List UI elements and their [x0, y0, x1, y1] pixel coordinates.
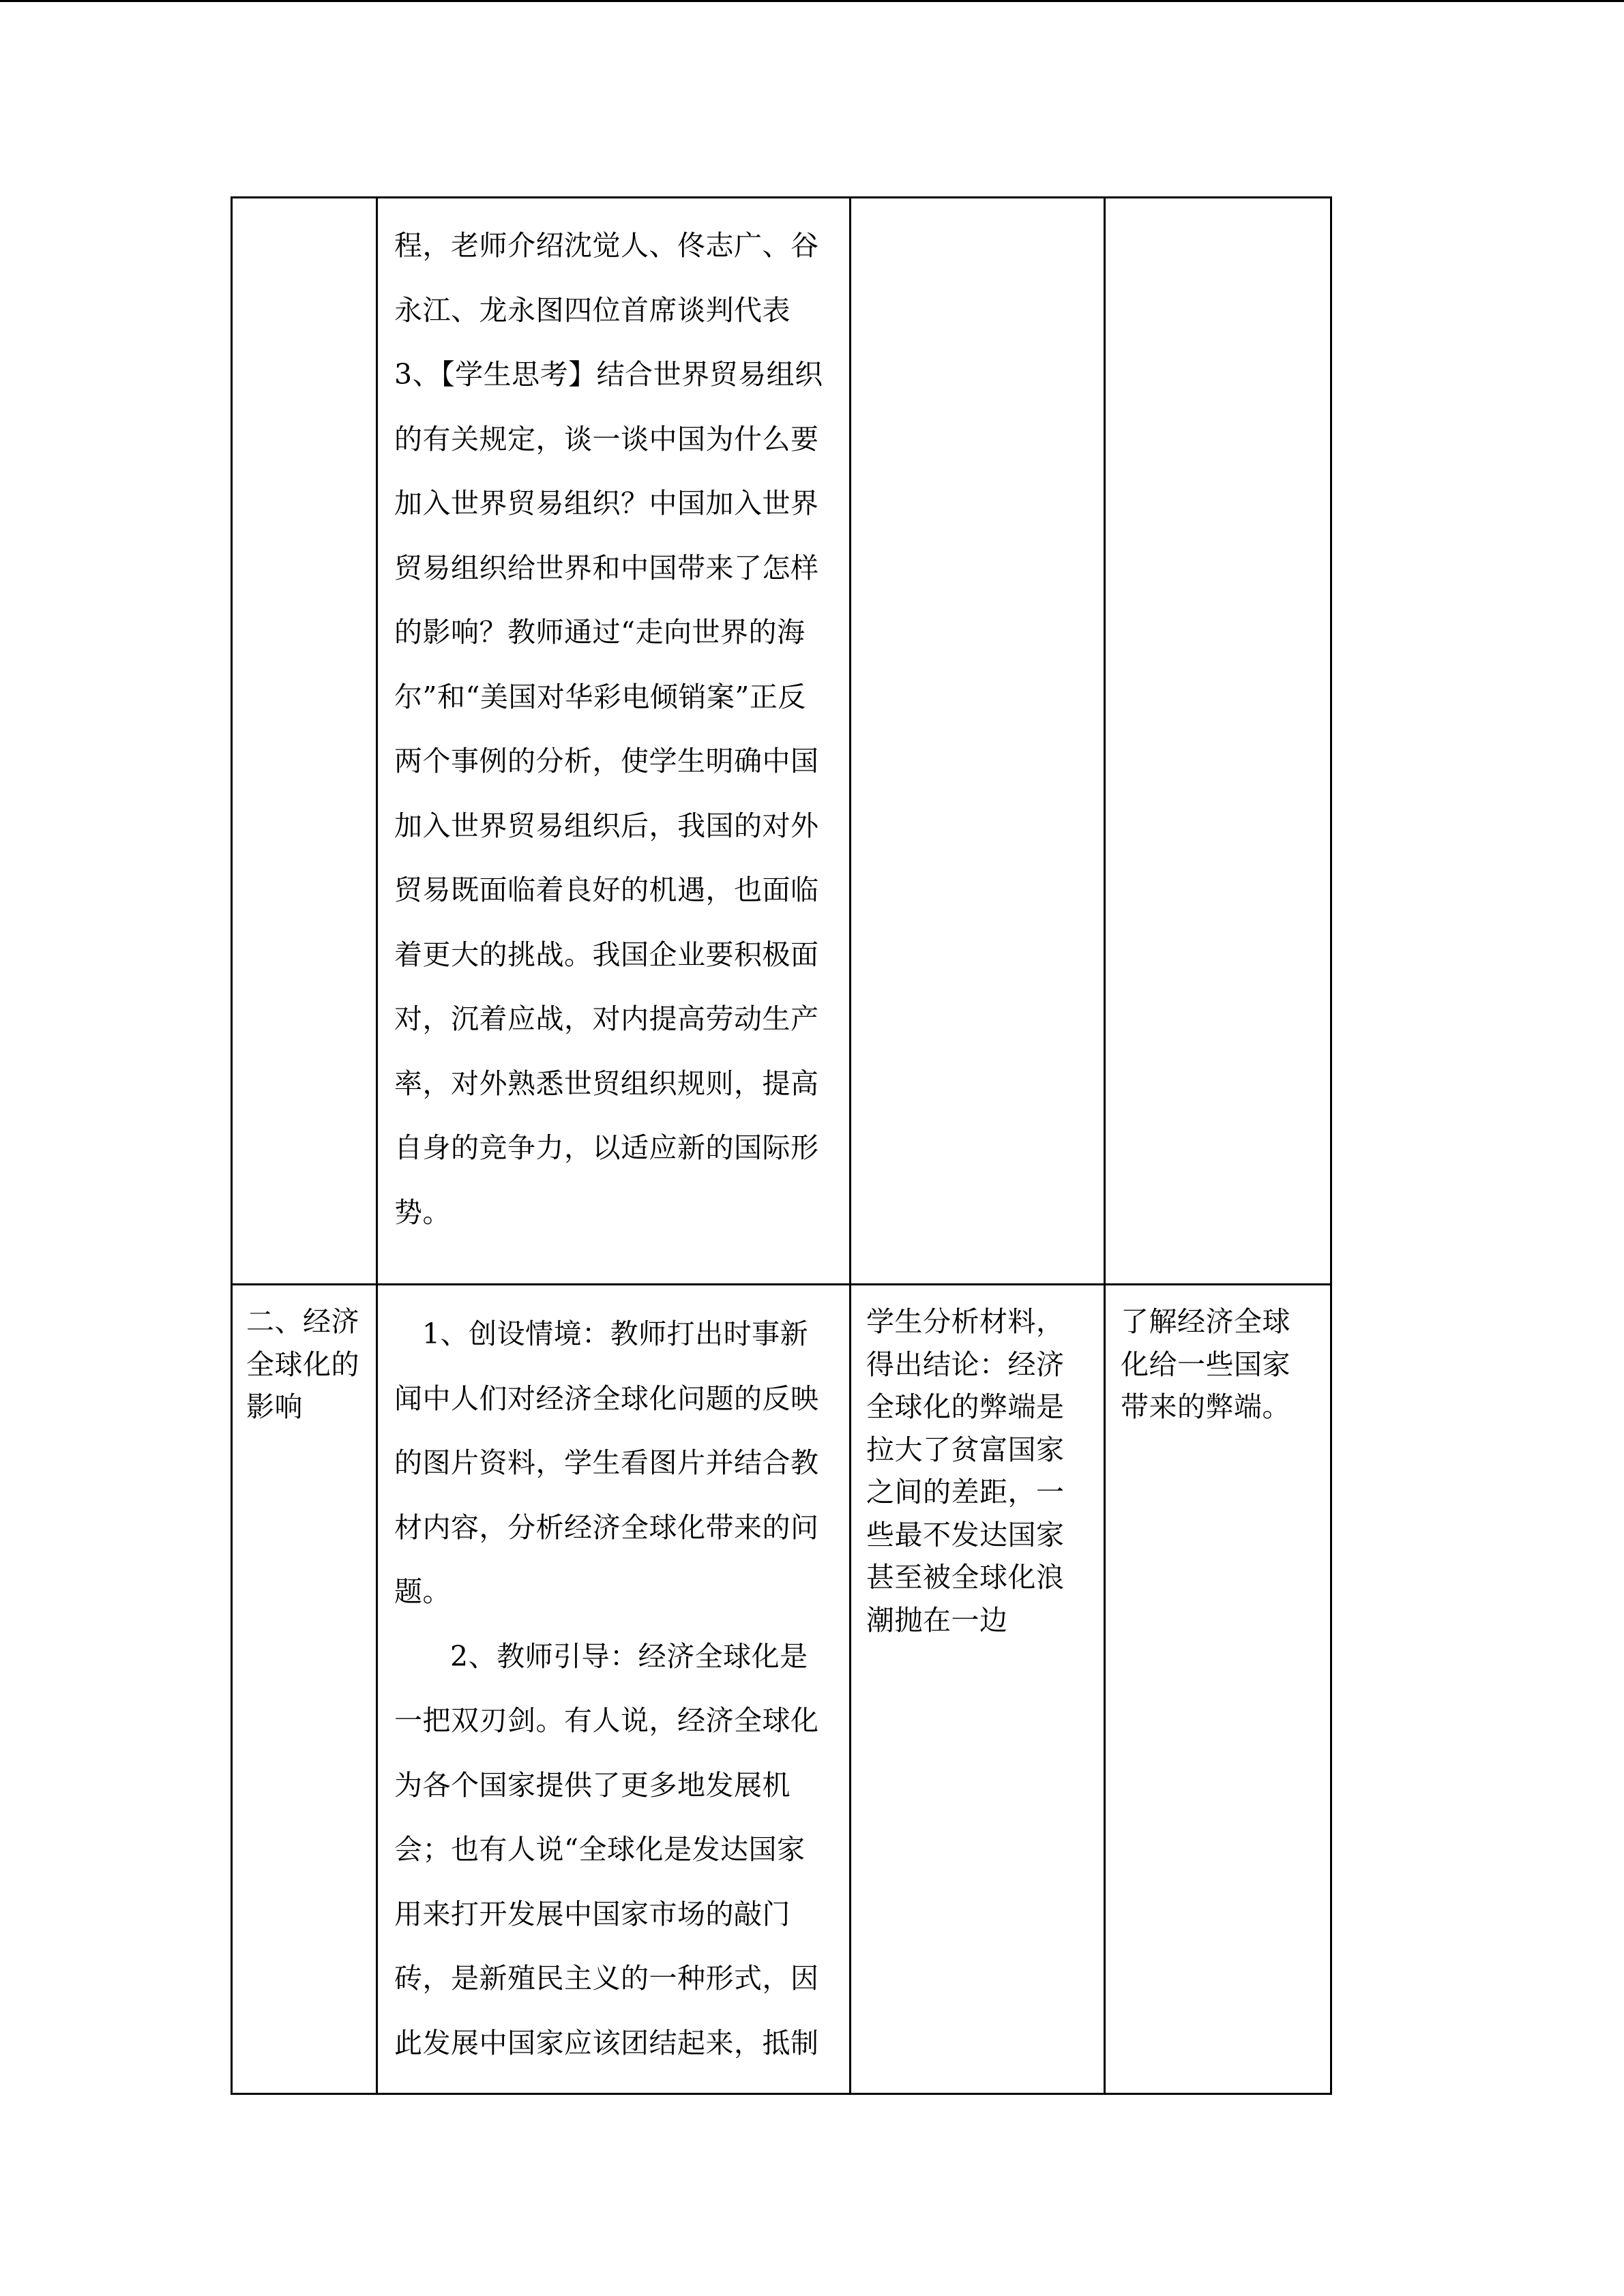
- teaching-process-cell: [377, 198, 851, 1285]
- section-cell: [232, 1285, 377, 2094]
- student-activity-cell: [851, 1285, 1105, 2094]
- section-label: [233, 198, 376, 213]
- page-top-border: [0, 0, 1624, 2]
- teaching-process-text: [378, 198, 849, 1244]
- process-paragraph: 2、教师引导：经济全球化是一把双刃剑。有人说，经济全球化为各个国家提供了更多地发展机会；也有人说“全球化是发达国家用来打开发展中国家市场的敲门砖，是新殖民主义的一种形式，因此发展中国家应该团结起来，抵制: [394, 1639, 819, 2059]
- student-activity-text: 学生分析材料，得出结论：经济全球化的弊端是拉大了贫富国家之间的差距，一些最不发达国家甚至被全球化浪潮抛在一边: [866, 1305, 1065, 1637]
- teaching-process-text: [378, 1285, 849, 2075]
- design-intent-cell: [1105, 198, 1331, 1285]
- table-row: [232, 1285, 1331, 2094]
- student-activity-cell: [851, 198, 1105, 1285]
- student-activity-text: [851, 198, 1104, 213]
- section-label: 二、经济全球化的影响: [246, 1305, 359, 1423]
- design-intent-text: 了解经济全球化给一些国家带来的弊端。: [1121, 1305, 1290, 1423]
- design-intent-cell: [1105, 1285, 1331, 2094]
- process-paragraph: 程，老师介绍沈觉人、佟志广、谷永江、龙永图四位首席谈判代表: [394, 229, 819, 327]
- lesson-plan-table: [231, 196, 1332, 2095]
- teaching-process-cell: [377, 1285, 851, 2094]
- design-intent-text: [1106, 198, 1330, 213]
- process-paragraph: 3、【学生思考】结合世界贸易组织的有关规定，谈一谈中国为什么要加入世界贸易组织？中国加入世界贸易组织给世界和中国带来了怎样的影响？教师通过“走向世界的海尔”和“美国对华彩电倾销案”正反两个事例的分析，使学生明确中国加入世界贸易组织后，我国的对外贸易既面临着良好的机遇，也面临着更大的挑战。我国企业要积极面对，沉着应战，对内提高劳动生产率，对外熟悉世贸组织规则，提高自身的竞争力，以适应新的国际形势。: [394, 358, 823, 1229]
- section-cell: [232, 198, 377, 1285]
- process-paragraph: 1、创设情境：教师打出时事新闻中人们对经济全球化问题的反映的图片资料，学生看图片并结合教材内容，分析经济全球化带来的问题。: [394, 1317, 819, 1608]
- table-row: [232, 198, 1331, 1285]
